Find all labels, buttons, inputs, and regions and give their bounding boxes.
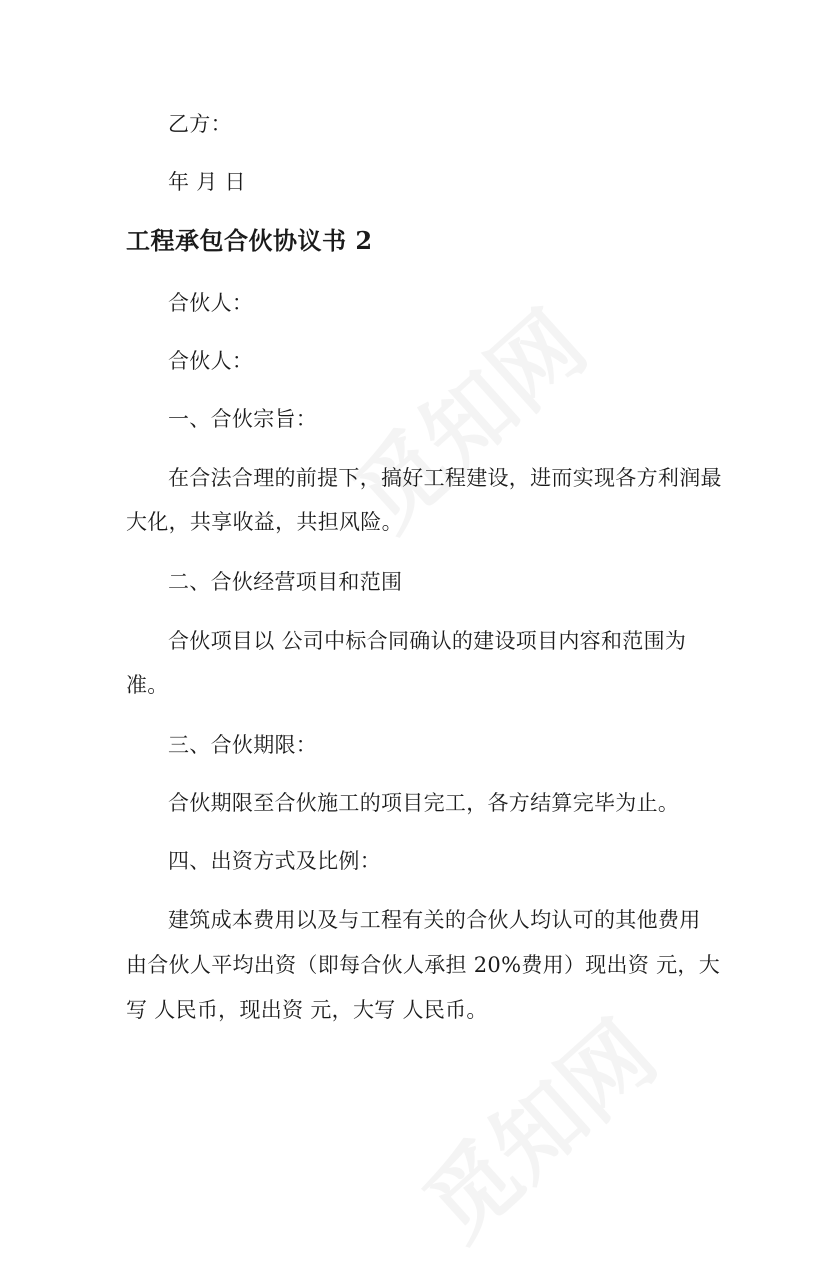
partner-label: 合伙人： [168, 349, 254, 373]
section-body: 写 人民币，现出资 元，大写 人民币。 [126, 998, 488, 1022]
section-body: 由合伙人平均出资（即每合伙人承担 20%费用）现出资 元，大 [126, 953, 721, 977]
section-body: 合伙项目以 公司中标合同确认的建设项目内容和范围为 [168, 629, 687, 653]
section-body: 建筑成本费用以及与工程有关的合伙人均认可的其他费用 [168, 908, 701, 932]
signature-party-label: 乙方： [168, 112, 232, 136]
document-title: 工程承包合伙协议书 2 [126, 226, 373, 255]
section-body: 大化，共享收益，共担风险。 [126, 510, 403, 534]
watermark [391, 986, 679, 1263]
partner-label: 合伙人： [168, 291, 254, 315]
section-heading: 四、出资方式及比例： [168, 849, 381, 873]
date-line: 年 月 日 [168, 170, 246, 194]
section-body: 准。 [126, 673, 169, 697]
section-heading: 三、合伙期限： [168, 733, 318, 757]
section-body: 合伙期限至合伙施工的项目完工，各方结算完毕为止。 [168, 791, 680, 815]
section-body: 在合法合理的前提下，搞好工程建设，进而实现各方利润最 [168, 466, 722, 490]
section-heading: 二、合伙经营项目和范围 [168, 570, 403, 594]
section-heading: 一、合伙宗旨： [168, 407, 318, 431]
